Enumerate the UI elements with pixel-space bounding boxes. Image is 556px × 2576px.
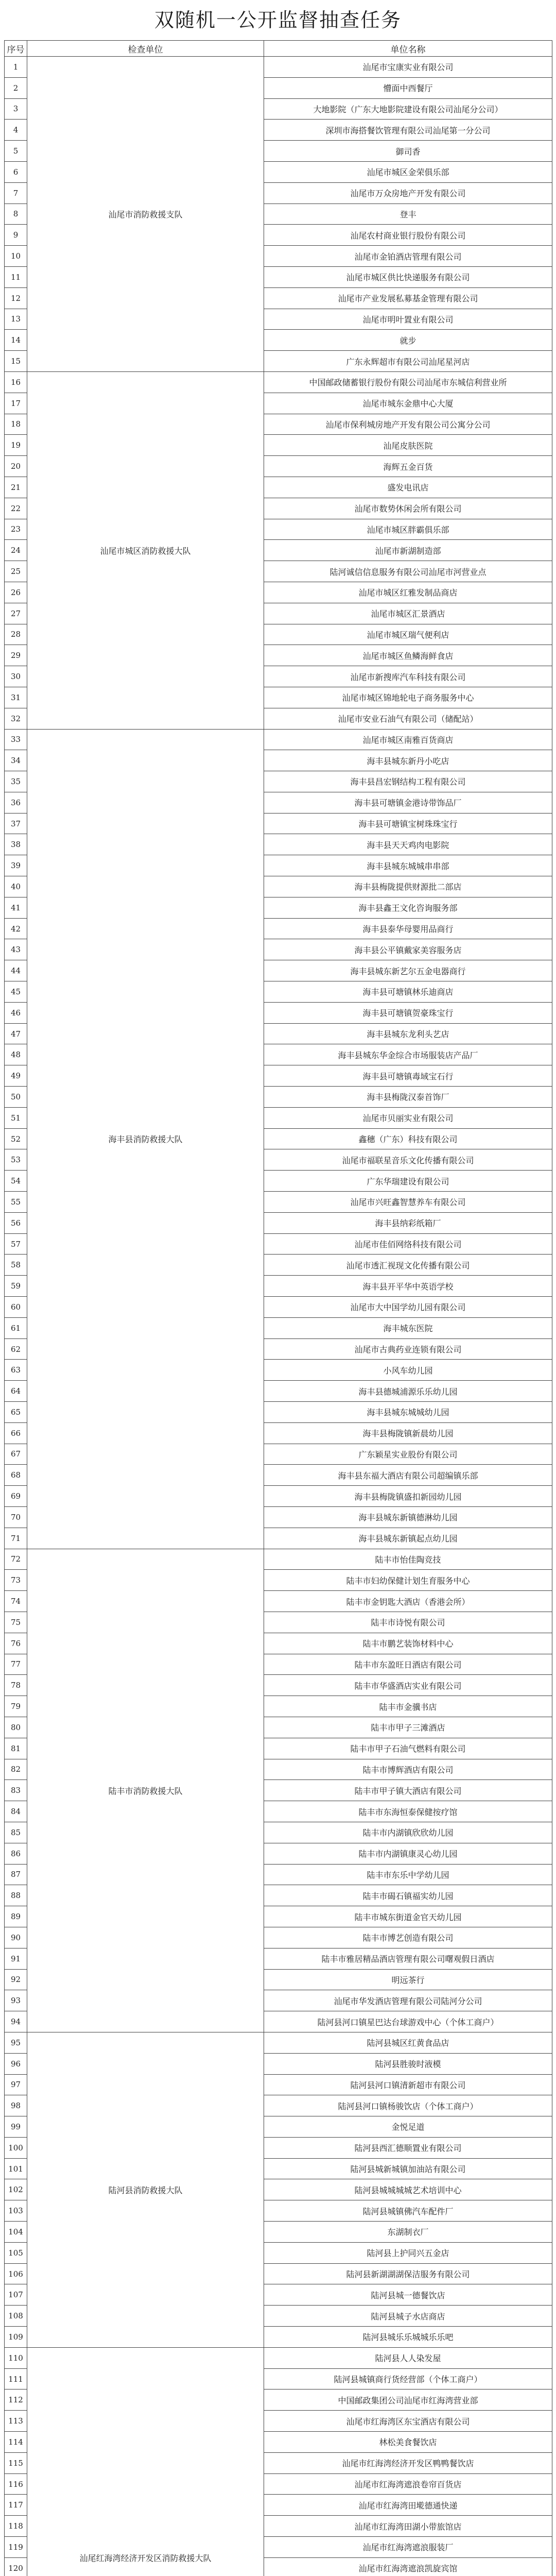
row-index: 102 xyxy=(5,2179,27,2200)
row-index: 56 xyxy=(5,1212,27,1233)
row-index: 100 xyxy=(5,2137,27,2158)
unit-name: 陆丰市东乐中学幼儿园 xyxy=(264,1864,552,1885)
row-index: 18 xyxy=(5,414,27,435)
unit-name: 汕尾市保利城房地产开发有限公司公寓分公司 xyxy=(264,414,552,435)
unit-name: 海丰县公平镇戴家美容服务店 xyxy=(264,939,552,960)
unit-name: 中国邮政集团公司汕尾市红海湾营业部 xyxy=(264,2389,552,2411)
row-index: 73 xyxy=(5,1570,27,1591)
row-index: 69 xyxy=(5,1486,27,1507)
unit-name: 陆河县新湖湖湖保洁服务有限公司 xyxy=(264,2263,552,2284)
unit-name: 就步 xyxy=(264,330,552,351)
header-index: 序号 xyxy=(5,41,27,57)
unit-name: 海丰县梅陇汉泰首饰厂 xyxy=(264,1087,552,1108)
header-unit-name: 单位名称 xyxy=(264,41,552,57)
row-index: 118 xyxy=(5,2516,27,2537)
unit-name: 汕尾皮肤医院 xyxy=(264,435,552,456)
row-index: 64 xyxy=(5,1381,27,1402)
unit-name: 汕尾市城区锦地轮电子商务服务中心 xyxy=(264,687,552,708)
table-row xyxy=(5,1549,552,1570)
row-index: 41 xyxy=(5,897,27,918)
unit-name: 海丰县鑫王文化咨询服务部 xyxy=(264,897,552,918)
unit-name: 陆河诚信信息服务有限公司汕尾市河营业点 xyxy=(264,561,552,582)
unit-name: 懵面中西餐厅 xyxy=(264,77,552,98)
row-index: 50 xyxy=(5,1087,27,1108)
unit-name: 陆河县城城城城艺术培训中心 xyxy=(264,2179,552,2200)
row-index: 8 xyxy=(5,204,27,225)
row-index: 33 xyxy=(5,729,27,750)
unit-name: 汕尾市新湖制造部 xyxy=(264,540,552,561)
unit-name: 汕尾市古典药业连锁有限公司 xyxy=(264,1338,552,1360)
unit-name: 陆河县城镇商行货经营部（个体工商户） xyxy=(264,2368,552,2389)
unit-name: 汕尾市城区汇景酒店 xyxy=(264,603,552,624)
unit-name: 小风车幼儿园 xyxy=(264,1360,552,1381)
row-index: 95 xyxy=(5,2032,27,2053)
table-row xyxy=(5,57,552,78)
row-index: 108 xyxy=(5,2306,27,2327)
page-title: 双随机一公开监督抽查任务 xyxy=(154,9,402,31)
row-index: 13 xyxy=(5,309,27,330)
unit-name: 海丰县东福大酒店有限公司超编镇乐部 xyxy=(264,1465,552,1486)
unit-name: 汕尾市产业发展私募基金管理有限公司 xyxy=(264,287,552,309)
unit-name: 陆丰市鹏艺装饰材料中心 xyxy=(264,1633,552,1654)
unit-name: 汕尾市兴旺鑫智慧养车有限公司 xyxy=(264,1192,552,1213)
unit-name: 海丰县可塘镇贺豪珠宝行 xyxy=(264,1002,552,1023)
unit-name: 盛发电讯店 xyxy=(264,477,552,498)
row-index: 29 xyxy=(5,645,27,666)
unit-name: 海丰县城东新艺尔五金电器商行 xyxy=(264,960,552,981)
row-index: 11 xyxy=(5,266,27,287)
inspector-unit: 陆河县消防救援大队 xyxy=(27,2032,264,2347)
unit-name: 深圳市海搭餐饮管理有限公司汕尾第一分公司 xyxy=(264,120,552,141)
row-index: 92 xyxy=(5,1969,27,1990)
unit-name: 陆丰市怡佳陶竞技 xyxy=(264,1549,552,1570)
unit-name: 陆河县胜骏时液模 xyxy=(264,2053,552,2074)
unit-name: 汕尾市大中国学幼儿园有限公司 xyxy=(264,1297,552,1318)
row-index: 78 xyxy=(5,1675,27,1696)
unit-name: 汕尾市红海湾田湖小带旅馆店 xyxy=(264,2516,552,2537)
unit-name: 陆河县河口镇杨骏饮店（个体工商户） xyxy=(264,2095,552,2116)
table-header-row xyxy=(5,41,552,57)
row-index: 20 xyxy=(5,456,27,477)
row-index: 111 xyxy=(5,2368,27,2389)
unit-name: 海丰城东医院 xyxy=(264,1317,552,1338)
row-index: 9 xyxy=(5,225,27,246)
row-index: 47 xyxy=(5,1023,27,1044)
row-index: 110 xyxy=(5,2347,27,2368)
row-index: 61 xyxy=(5,1317,27,1338)
unit-name: 汕尾市明叶置业有限公司 xyxy=(264,309,552,330)
row-index: 117 xyxy=(5,2495,27,2516)
unit-name: 登丰 xyxy=(264,204,552,225)
row-index: 114 xyxy=(5,2432,27,2453)
row-index: 67 xyxy=(5,1444,27,1465)
table-row xyxy=(5,729,552,750)
row-index: 45 xyxy=(5,981,27,1003)
row-index: 31 xyxy=(5,687,27,708)
row-index: 112 xyxy=(5,2389,27,2411)
row-index: 23 xyxy=(5,519,27,540)
unit-name: 陆丰市城东街道金官天幼儿园 xyxy=(264,1906,552,1927)
row-index: 3 xyxy=(5,98,27,120)
unit-name: 陆丰市东盈旺日酒店有限公司 xyxy=(264,1654,552,1675)
row-index: 94 xyxy=(5,2011,27,2032)
unit-name: 汕尾市城区瑞气便利店 xyxy=(264,624,552,645)
unit-name: 海丰县纳彩纸箱厂 xyxy=(264,1212,552,1233)
row-index: 5 xyxy=(5,141,27,162)
unit-name: 陆丰市博辉酒店有限公司 xyxy=(264,1759,552,1780)
row-index: 109 xyxy=(5,2327,27,2348)
row-index: 119 xyxy=(5,2537,27,2558)
row-index: 98 xyxy=(5,2095,27,2116)
unit-name: 汕尾市城东金鼎中心大厦 xyxy=(264,393,552,414)
row-index: 96 xyxy=(5,2053,27,2074)
unit-name: 陆河县河口镇星巴达台球游戏中心（个体工商户） xyxy=(264,2011,552,2032)
unit-name: 陆丰市诗悦有限公司 xyxy=(264,1612,552,1633)
row-index: 12 xyxy=(5,287,27,309)
table-row xyxy=(5,371,552,393)
inspector-unit: 汕尾红海湾经济开发区消防救援大队 xyxy=(27,2347,264,2576)
unit-name: 汕尾市华发酒店管理有限公司陆河分公司 xyxy=(264,1990,552,2011)
unit-name: 广东颖星实业股份有限公司 xyxy=(264,1444,552,1465)
row-index: 71 xyxy=(5,1528,27,1549)
unit-name: 汕尾市红海湾遮浪卷帘百货店 xyxy=(264,2473,552,2495)
unit-name: 海丰县可塘镇金港诗带饰品厂 xyxy=(264,792,552,813)
row-index: 83 xyxy=(5,1780,27,1801)
row-index: 43 xyxy=(5,939,27,960)
row-index: 76 xyxy=(5,1633,27,1654)
unit-name: 陆河县上护同兴五金店 xyxy=(264,2242,552,2263)
table-row xyxy=(5,2347,552,2368)
row-index: 34 xyxy=(5,750,27,771)
unit-name: 汕尾市数势休闲会所有限公司 xyxy=(264,498,552,519)
row-index: 49 xyxy=(5,1065,27,1087)
unit-name: 汕尾市红海湾区东宝酒店有限公司 xyxy=(264,2411,552,2432)
row-index: 6 xyxy=(5,161,27,182)
row-index: 74 xyxy=(5,1591,27,1612)
row-index: 113 xyxy=(5,2411,27,2432)
row-index: 27 xyxy=(5,603,27,624)
row-index: 93 xyxy=(5,1990,27,2011)
row-index: 58 xyxy=(5,1255,27,1276)
unit-name: 汕尾市新搜库汽车科技有限公司 xyxy=(264,666,552,687)
unit-name: 陆河县河口镇清新超市有限公司 xyxy=(264,2074,552,2095)
header-inspector: 检查单位 xyxy=(27,41,264,57)
unit-name: 汕尾市福联星音乐文化传播有限公司 xyxy=(264,1149,552,1171)
row-index: 120 xyxy=(5,2557,27,2576)
unit-name: 广东华瑞建设有限公司 xyxy=(264,1171,552,1192)
unit-name: 林松美食餐饮店 xyxy=(264,2432,552,2453)
row-index: 79 xyxy=(5,1696,27,1717)
row-index: 57 xyxy=(5,1233,27,1255)
unit-name: 陆丰市东海恒泰保健按疗馆 xyxy=(264,1801,552,1822)
unit-name: 陆河县人人染发屋 xyxy=(264,2347,552,2368)
unit-name: 海丰县城东城城幼儿园 xyxy=(264,1402,552,1423)
row-index: 105 xyxy=(5,2242,27,2263)
unit-name: 海丰县城东新丹小吃店 xyxy=(264,750,552,771)
unit-name: 汕尾市宝康实业有限公司 xyxy=(264,57,552,78)
row-index: 115 xyxy=(5,2452,27,2473)
unit-name: 海丰县可塘镇林乐迪商店 xyxy=(264,981,552,1003)
row-index: 85 xyxy=(5,1822,27,1843)
row-index: 59 xyxy=(5,1276,27,1297)
row-index: 84 xyxy=(5,1801,27,1822)
unit-name: 汕尾市透汇视现文化传播有限公司 xyxy=(264,1255,552,1276)
unit-name: 海丰县梅陇镇新晨幼儿园 xyxy=(264,1422,552,1444)
unit-name: 陆河县城乐乐城城乐乐吧 xyxy=(264,2327,552,2348)
row-index: 40 xyxy=(5,876,27,897)
unit-name: 海丰县城东龙利头艺店 xyxy=(264,1023,552,1044)
row-index: 44 xyxy=(5,960,27,981)
unit-name: 金悦足道 xyxy=(264,2116,552,2138)
unit-name: 陆河县城镇佛汽车配件厂 xyxy=(264,2200,552,2222)
unit-name: 陆河县城子水店商店 xyxy=(264,2306,552,2327)
row-index: 75 xyxy=(5,1612,27,1633)
row-index: 10 xyxy=(5,246,27,267)
unit-name: 御司香 xyxy=(264,141,552,162)
unit-name: 海辉五金百货 xyxy=(264,456,552,477)
row-index: 30 xyxy=(5,666,27,687)
row-index: 91 xyxy=(5,1948,27,1969)
unit-name: 海丰县德城浦源乐乐幼儿园 xyxy=(264,1381,552,1402)
unit-name: 陆丰市博艺创造有限公司 xyxy=(264,1927,552,1948)
unit-name: 陆丰市雅居精品酒店管理有限公司曙观假日酒店 xyxy=(264,1948,552,1969)
row-index: 14 xyxy=(5,330,27,351)
unit-name: 陆丰市甲子三滩酒店 xyxy=(264,1717,552,1738)
row-index: 90 xyxy=(5,1927,27,1948)
row-index: 87 xyxy=(5,1864,27,1885)
unit-name: 海丰县天天鸡肉电影院 xyxy=(264,834,552,855)
row-index: 16 xyxy=(5,371,27,393)
unit-name: 鑫穗（广东）科技有限公司 xyxy=(264,1128,552,1149)
row-index: 97 xyxy=(5,2074,27,2095)
unit-name: 广东永辉超市有限公司汕尾星河店 xyxy=(264,351,552,372)
unit-name: 陆河县城一德餐饮店 xyxy=(264,2284,552,2306)
unit-name: 汕尾市红海湾经济开发区鸭鸭餐饮店 xyxy=(264,2452,552,2473)
row-index: 62 xyxy=(5,1338,27,1360)
row-index: 35 xyxy=(5,771,27,792)
row-index: 101 xyxy=(5,2158,27,2179)
row-index: 4 xyxy=(5,120,27,141)
unit-name: 陆丰市金骥书店 xyxy=(264,1696,552,1717)
unit-name: 海丰县泰华母婴用品商行 xyxy=(264,918,552,939)
unit-name: 汕尾市安业石油气有限公司（储配站） xyxy=(264,708,552,729)
row-index: 17 xyxy=(5,393,27,414)
unit-name: 陆河县西汇德顺置业有限公司 xyxy=(264,2137,552,2158)
row-index: 7 xyxy=(5,182,27,204)
unit-name: 东湖制衣厂 xyxy=(264,2222,552,2243)
unit-name: 海丰县城东华金综合市场服装店产品厂 xyxy=(264,1044,552,1065)
row-index: 103 xyxy=(5,2200,27,2222)
row-index: 53 xyxy=(5,1149,27,1171)
row-index: 24 xyxy=(5,540,27,561)
row-index: 2 xyxy=(5,77,27,98)
unit-name: 汕尾市金铂酒店管理有限公司 xyxy=(264,246,552,267)
row-index: 107 xyxy=(5,2284,27,2306)
inspection-table xyxy=(4,40,552,2576)
inspector-unit: 汕尾市消防救援支队 xyxy=(27,57,264,372)
unit-name: 陆丰市甲子石油气燃料有限公司 xyxy=(264,1738,552,1759)
unit-name: 汕尾市红海湾遮浪服装厂 xyxy=(264,2537,552,2558)
unit-name: 汕尾市贝丽实业有限公司 xyxy=(264,1107,552,1128)
unit-name: 汕尾市城区供比快递服务有限公司 xyxy=(264,266,552,287)
unit-name: 汕尾市红海湾田墘德通快递 xyxy=(264,2495,552,2516)
row-index: 89 xyxy=(5,1906,27,1927)
unit-name: 汕尾市万众房地产开发有限公司 xyxy=(264,182,552,204)
unit-name: 汕尾市城区鱼鳞海鲜食店 xyxy=(264,645,552,666)
row-index: 36 xyxy=(5,792,27,813)
row-index: 25 xyxy=(5,561,27,582)
unit-name: 海丰县城东新镇起点幼儿园 xyxy=(264,1528,552,1549)
unit-name: 陆丰市华盛酒店实业有限公司 xyxy=(264,1675,552,1696)
unit-name: 陆丰市金钥匙大酒店（香港会所） xyxy=(264,1591,552,1612)
unit-name: 海丰县城东城城串串部 xyxy=(264,855,552,876)
unit-name: 陆河县城区红黄食品店 xyxy=(264,2032,552,2053)
unit-name: 汕尾市城区胖霸俱乐部 xyxy=(264,519,552,540)
unit-name: 汕尾农村商业银行股份有限公司 xyxy=(264,225,552,246)
table-row xyxy=(5,2032,552,2053)
row-index: 99 xyxy=(5,2116,27,2138)
row-index: 80 xyxy=(5,1717,27,1738)
unit-name: 海丰县开平华中英语学校 xyxy=(264,1276,552,1297)
unit-name: 海丰县城东新镇德淋幼儿园 xyxy=(264,1506,552,1528)
row-index: 39 xyxy=(5,855,27,876)
row-index: 55 xyxy=(5,1192,27,1213)
row-index: 1 xyxy=(5,57,27,78)
row-index: 66 xyxy=(5,1422,27,1444)
unit-name: 海丰县梅陇提供财源批二部店 xyxy=(264,876,552,897)
row-index: 46 xyxy=(5,1002,27,1023)
unit-name: 大地影院（广东大地影院建设有限公司汕尾分公司） xyxy=(264,98,552,120)
row-index: 88 xyxy=(5,1885,27,1906)
row-index: 54 xyxy=(5,1171,27,1192)
row-index: 42 xyxy=(5,918,27,939)
unit-name: 汕尾市城区南雅百货商店 xyxy=(264,729,552,750)
row-index: 38 xyxy=(5,834,27,855)
unit-name: 汕尾市佳佰网络科技有限公司 xyxy=(264,1233,552,1255)
row-index: 68 xyxy=(5,1465,27,1486)
unit-name: 汕尾市城区金荣俱乐部 xyxy=(264,161,552,182)
row-index: 15 xyxy=(5,351,27,372)
row-index: 104 xyxy=(5,2222,27,2243)
row-index: 116 xyxy=(5,2473,27,2495)
unit-name: 海丰县可塘镇毒域宝石行 xyxy=(264,1065,552,1087)
unit-name: 陆河县城新城镇加油站有限公司 xyxy=(264,2158,552,2179)
row-index: 32 xyxy=(5,708,27,729)
unit-name: 汕尾市红海湾遮浪凯旋宾馆 xyxy=(264,2557,552,2576)
unit-name: 陆丰市碣石镇福实幼儿园 xyxy=(264,1885,552,1906)
row-index: 63 xyxy=(5,1360,27,1381)
unit-name: 汕尾市城区红雅发制品商店 xyxy=(264,582,552,603)
unit-name: 明远茶行 xyxy=(264,1969,552,1990)
inspector-unit: 海丰县消防救援大队 xyxy=(27,729,264,1549)
inspector-unit: 陆丰市消防救援大队 xyxy=(27,1549,264,2032)
unit-name: 中国邮政储蓄银行股份有限公司汕尾市东城信利营业所 xyxy=(264,371,552,393)
row-index: 52 xyxy=(5,1128,27,1149)
row-index: 86 xyxy=(5,1843,27,1864)
inspector-unit: 汕尾市城区消防救援大队 xyxy=(27,371,264,729)
row-index: 77 xyxy=(5,1654,27,1675)
row-index: 22 xyxy=(5,498,27,519)
unit-name: 海丰县梅陇镇盛扣新园幼儿园 xyxy=(264,1486,552,1507)
row-index: 72 xyxy=(5,1549,27,1570)
row-index: 81 xyxy=(5,1738,27,1759)
unit-name: 陆丰市妇幼保健计划生育服务中心 xyxy=(264,1570,552,1591)
row-index: 106 xyxy=(5,2263,27,2284)
unit-name: 陆丰市内湖镇欣欣幼儿园 xyxy=(264,1822,552,1843)
unit-name: 海丰县昌宏钢结构工程有限公司 xyxy=(264,771,552,792)
row-index: 48 xyxy=(5,1044,27,1065)
row-index: 37 xyxy=(5,813,27,834)
unit-name: 陆丰市内湖镇康灵心幼儿园 xyxy=(264,1843,552,1864)
row-index: 51 xyxy=(5,1107,27,1128)
row-index: 28 xyxy=(5,624,27,645)
row-index: 26 xyxy=(5,582,27,603)
row-index: 19 xyxy=(5,435,27,456)
row-index: 82 xyxy=(5,1759,27,1780)
row-index: 60 xyxy=(5,1297,27,1318)
unit-name: 海丰县可塘镇宝树珠珠宝行 xyxy=(264,813,552,834)
row-index: 70 xyxy=(5,1506,27,1528)
row-index: 65 xyxy=(5,1402,27,1423)
row-index: 21 xyxy=(5,477,27,498)
unit-name: 陆丰市甲子镇大酒店有限公司 xyxy=(264,1780,552,1801)
